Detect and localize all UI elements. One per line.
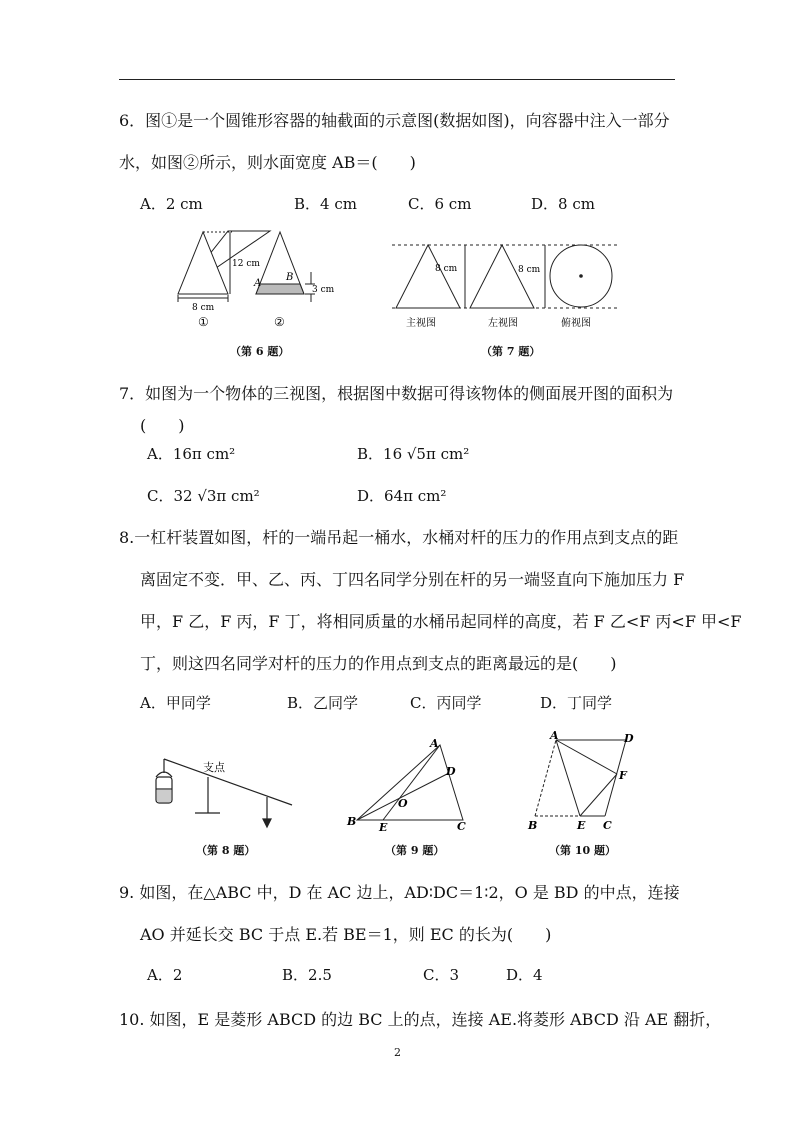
label-B: B (347, 815, 357, 828)
q8-stem-line1: 8.一杠杆装置如图，杆的一端吊起一桶水，水桶对杆的压力的作用点到支点的距 (119, 528, 679, 547)
q8-caption: （第 8 题） (196, 844, 256, 857)
label-pivot: 支点 (203, 761, 225, 774)
q7-stem-line1: 7．如图为一个物体的三视图，根据图中数据可得该物体的侧面展开图的面积为 (119, 384, 674, 403)
label-C: C (457, 820, 466, 833)
page-number: 2 (394, 1046, 401, 1059)
q6-option-d[interactable]: D．8 cm (531, 195, 595, 213)
caption-1: ① (198, 315, 209, 329)
q9-option-d[interactable]: D．4 (506, 966, 543, 984)
label-3cm: 3 cm (312, 285, 335, 295)
q9-option-b[interactable]: B．2.5 (282, 966, 332, 984)
label-C: C (603, 819, 612, 832)
q7-stem-line2: ( ) (140, 416, 185, 435)
q9-option-c[interactable]: C．3 (423, 966, 460, 984)
q9-figure (345, 735, 480, 835)
label-left-view: 左视图 (488, 318, 518, 329)
q9-stem-line2: AO 并延长交 BC 于点 E.若 BE＝1，则 EC 的长为( ) (140, 925, 552, 944)
label-O: O (398, 797, 408, 810)
q10-figure (520, 730, 640, 835)
q6-stem-line1: 6．图①是一个圆锥形容器的轴截面的示意图(数据如图)，向容器中注入一部分 (119, 111, 670, 130)
label-F: F (619, 769, 627, 782)
q6-figure (170, 228, 350, 336)
q6-option-b[interactable]: B．4 cm (294, 195, 357, 213)
q8-option-b[interactable]: B．乙同学 (287, 694, 359, 712)
q6-caption: （第 6 题） (230, 345, 290, 358)
q7-option-b[interactable]: B．16 √5π cm² (357, 445, 470, 463)
q6-stem-line2: 水，如图②所示，则水面宽度 AB＝( ) (119, 153, 416, 172)
q8-stem-line3: 甲，F 乙，F 丙，F 丁，将相同质量的水桶吊起同样的高度，若 F 乙<F 丙<F 甲<F (140, 612, 742, 631)
lever-bar (164, 759, 292, 805)
q7-option-c[interactable]: C．32 √3π cm² (147, 487, 260, 505)
label-D: D (446, 765, 456, 778)
q6-option-a[interactable]: A．2 cm (140, 195, 203, 213)
label-8cm-1: 8 cm (435, 264, 458, 274)
q8-stem-line2: 离固定不变．甲、乙、丙、丁四名同学分别在杆的另一端竖直向下施加压力 F (140, 570, 685, 589)
segment-EF (580, 774, 617, 816)
label-8cm: 8 cm (192, 303, 215, 313)
q7-caption: （第 7 题） (481, 345, 541, 358)
fig1-triangle (178, 232, 228, 294)
q7-option-a[interactable]: A．16π cm² (147, 445, 236, 463)
q8-figure (150, 745, 300, 835)
top-rule (119, 79, 675, 80)
fig2-water (256, 284, 304, 294)
triangle-ABC (357, 745, 463, 820)
q6-option-c[interactable]: C．6 cm (408, 195, 472, 213)
q8-option-d[interactable]: D．丁同学 (540, 694, 613, 712)
q7-figure (390, 236, 620, 331)
q7-option-d[interactable]: D．64π cm² (357, 487, 447, 505)
label-E: E (577, 819, 586, 832)
label-A: A (254, 278, 262, 289)
label-front-view: 主视图 (406, 318, 436, 329)
label-E: E (379, 821, 388, 834)
label-A: A (550, 730, 559, 742)
label-D: D (624, 732, 634, 745)
label-B: B (528, 819, 538, 832)
q9-caption: （第 9 题） (385, 844, 445, 857)
label-B: B (286, 272, 294, 283)
left-view (470, 245, 534, 308)
q9-stem-line1: 9. 如图，在△ABC 中，D 在 AC 边上，AD∶DC＝1∶2，O 是 BD 的中点，连接 (119, 883, 680, 902)
front-view (396, 245, 460, 308)
q10-caption: （第 10 题） (549, 844, 616, 857)
q9-option-a[interactable]: A．2 (147, 966, 183, 984)
label-A: A (430, 737, 439, 750)
caption-2: ② (274, 315, 285, 329)
q8-option-a[interactable]: A．甲同学 (140, 694, 211, 712)
q8-stem-line4: 丁，则这四名同学对杆的压力的作用点到支点的距离最远的是( ) (140, 654, 617, 673)
label-top-view: 俯视图 (561, 318, 591, 329)
q10-stem-line1: 10. 如图，E 是菱形 ABCD 的边 BC 上的点，连接 AE.将菱形 ABCD 沿 AE 翻折， (119, 1010, 722, 1029)
q8-option-c[interactable]: C．丙同学 (410, 694, 482, 712)
label-12cm: 12 cm (232, 259, 260, 269)
label-8cm-2: 8 cm (518, 265, 541, 275)
